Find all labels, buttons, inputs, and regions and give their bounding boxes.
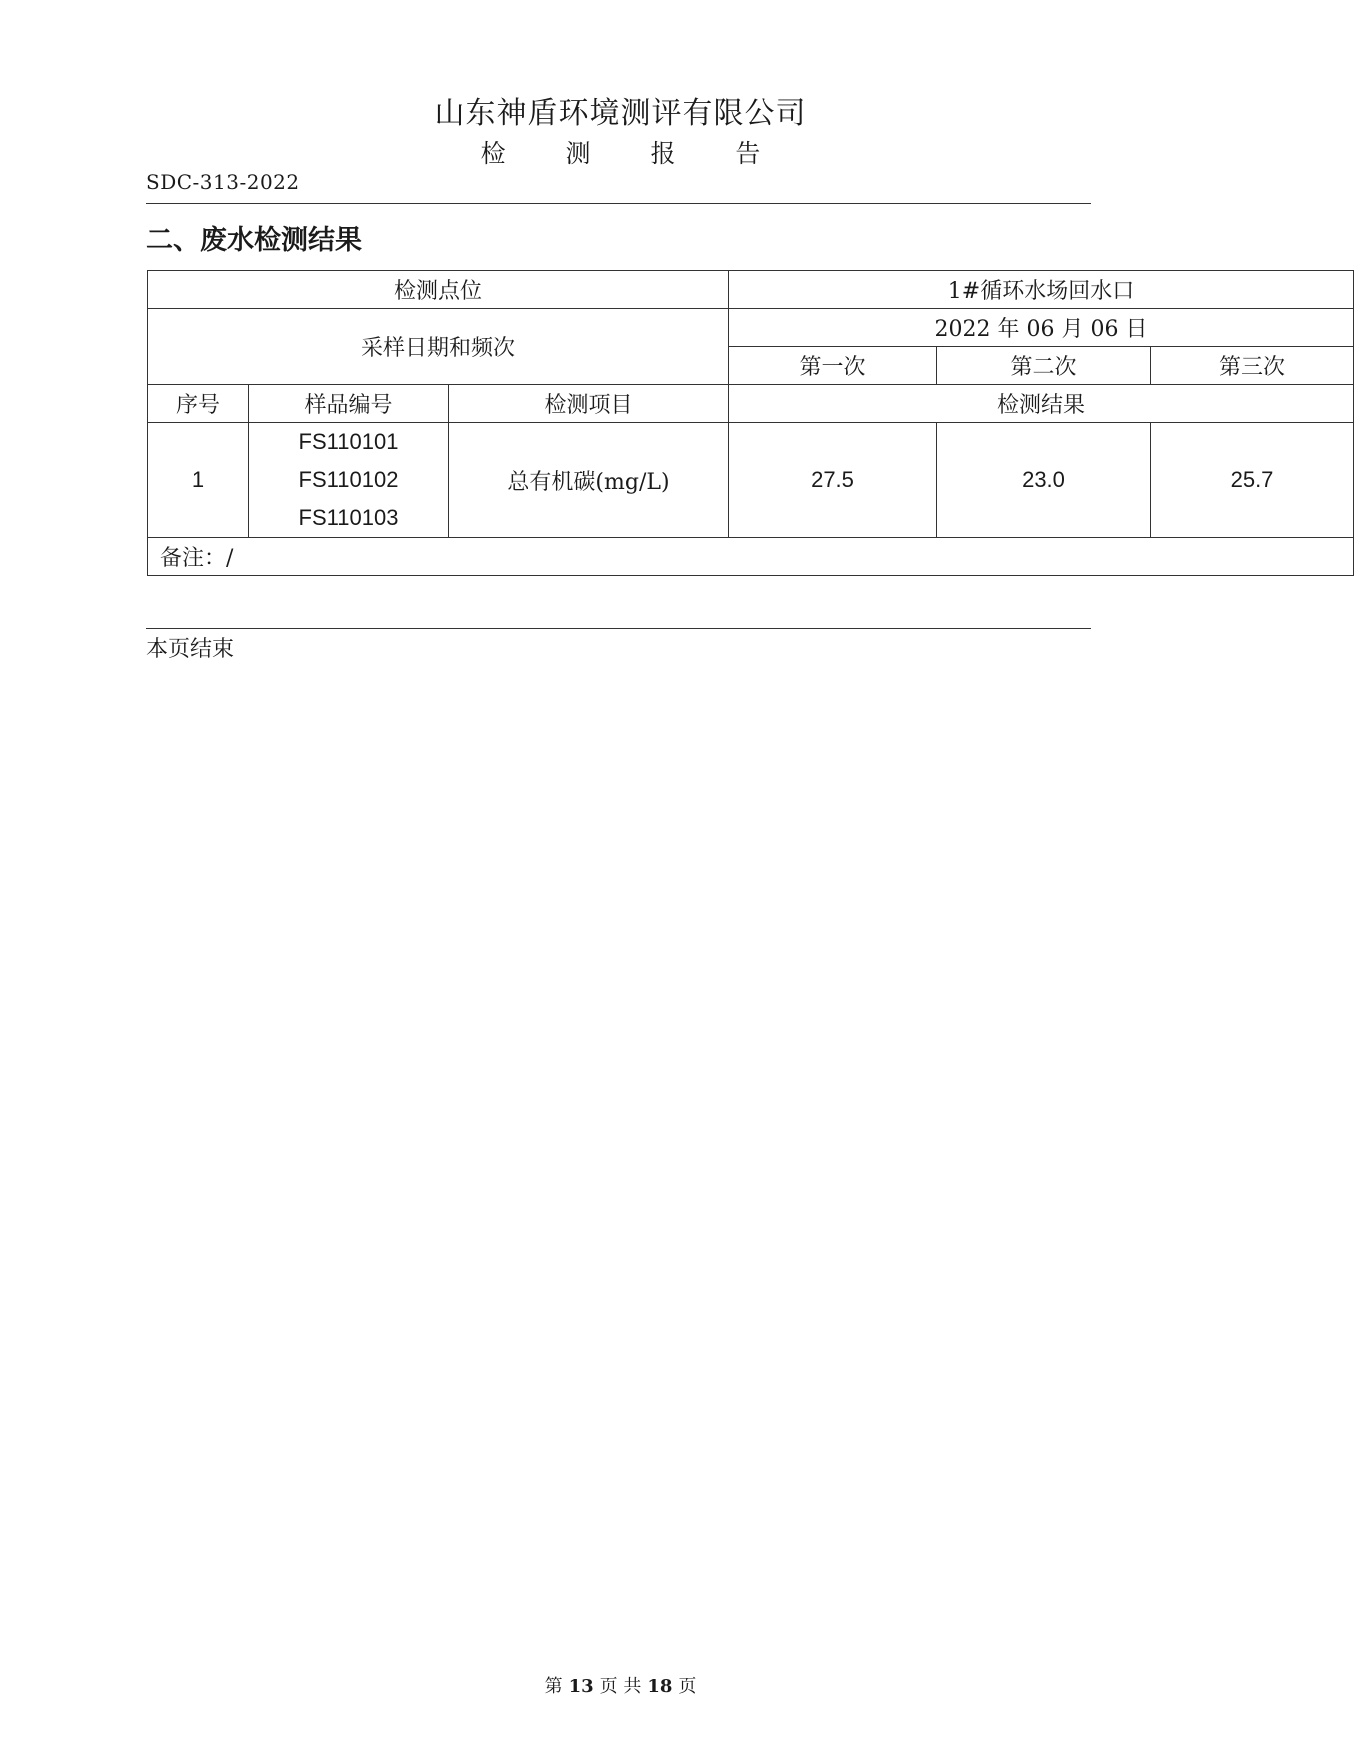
table-header-row	[148, 385, 1354, 423]
column-header-item: 检测项目	[449, 385, 729, 423]
frequency-2: 第二次	[937, 347, 1151, 385]
remarks: 备注：/	[148, 538, 1354, 576]
cell-result-3: 25.7	[1151, 423, 1354, 538]
cell-result-2: 23.0	[937, 423, 1151, 538]
date-value: 2022 年 06 月 06 日	[729, 309, 1354, 347]
date-label: 采样日期和频次	[148, 309, 729, 385]
footer-total-pages: 18	[647, 1676, 673, 1697]
page-footer	[0, 1672, 1241, 1698]
footer-prefix: 第	[544, 1676, 563, 1697]
frequency-3: 第三次	[1151, 347, 1354, 385]
report-number: SDC-313-2022	[146, 170, 300, 194]
cell-seq: 1	[148, 423, 249, 538]
company-name: 山东神盾环境测评有限公司	[434, 96, 807, 131]
column-header-sample-no: 样品编号	[249, 385, 449, 423]
results-table	[147, 270, 1354, 576]
column-header-seq: 序号	[148, 385, 249, 423]
end-divider	[146, 628, 1091, 629]
footer-mid: 页 共	[599, 1676, 642, 1697]
sample-code: FS110102	[298, 467, 399, 492]
cell-result-1: 27.5	[729, 423, 937, 538]
cell-sample-codes	[249, 423, 449, 538]
cell-item: 总有机碳(mg/L)	[449, 423, 729, 538]
section-heading: 二、废水检测结果	[146, 225, 362, 256]
sample-code: FS110103	[298, 505, 399, 530]
footer-suffix: 页	[678, 1676, 697, 1697]
report-title: 检 测 报 告	[480, 139, 787, 168]
table-row	[148, 423, 1354, 538]
frequency-1: 第一次	[729, 347, 937, 385]
table-row	[148, 538, 1354, 576]
footer-page-number: 13	[568, 1676, 594, 1697]
sample-code: FS110101	[298, 429, 399, 454]
table-row	[148, 271, 1354, 309]
point-value: 1#循环水场回水口	[729, 271, 1354, 309]
column-header-result: 检测结果	[729, 385, 1354, 423]
table-row	[148, 309, 1354, 347]
point-label: 检测点位	[148, 271, 729, 309]
header-divider	[146, 203, 1091, 204]
page-end-note: 本页结束	[146, 637, 235, 662]
